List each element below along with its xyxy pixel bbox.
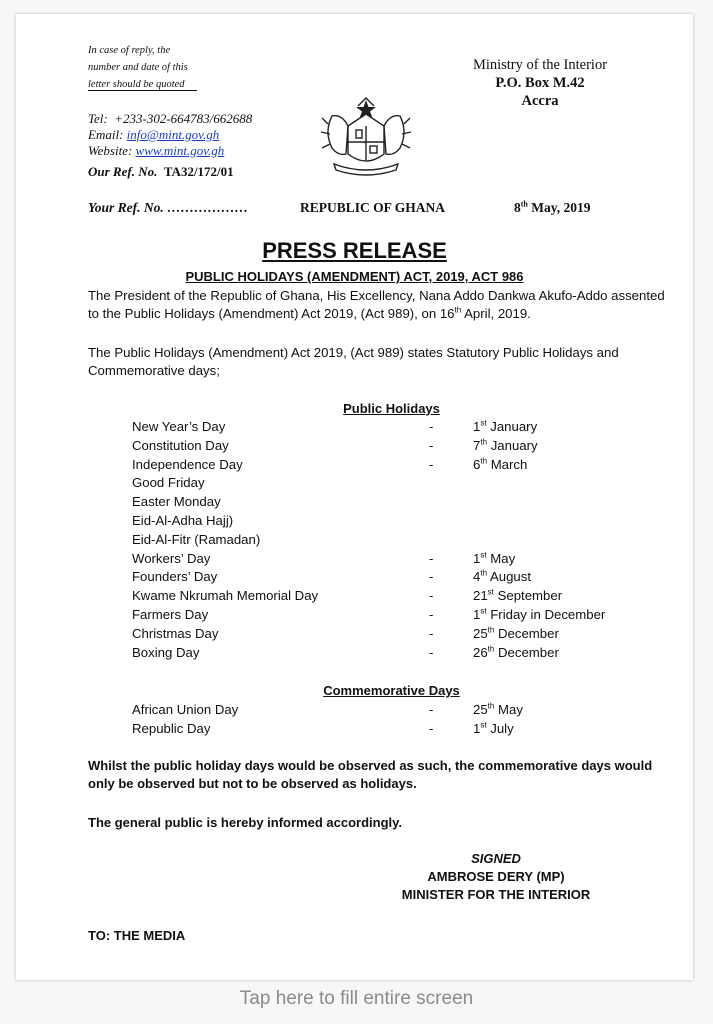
contact-block — [88, 111, 252, 159]
holiday-name: Workers’ Day — [132, 550, 211, 566]
list-item — [132, 626, 652, 645]
holiday-day: 1 — [473, 419, 481, 434]
holiday-day-sup: st — [487, 587, 494, 597]
email-link[interactable]: info@mint.gov.gh — [126, 127, 220, 142]
holiday-name: Good Friday — [132, 475, 205, 491]
holiday-date — [473, 457, 527, 472]
holiday-day-sup: th — [480, 569, 488, 578]
reply-line-2: number and date of this — [88, 62, 188, 73]
holiday-date-rest: December — [498, 644, 559, 660]
list-item — [132, 645, 652, 664]
website-link[interactable]: www.mint.gov.gh — [135, 143, 225, 158]
holiday-dash: - — [429, 419, 434, 434]
signature-block — [346, 850, 646, 904]
tel-value: +233-302-664783/662688 — [114, 111, 253, 126]
holiday-day: 7 — [473, 437, 481, 453]
holiday-day: 4 — [473, 569, 481, 585]
page-title: PRESS RELEASE — [262, 238, 447, 263]
list-item — [132, 513, 652, 532]
holiday-date-rest: May — [490, 550, 516, 566]
list-item — [132, 607, 652, 626]
holiday-dash: - — [429, 437, 434, 453]
holiday-date — [473, 721, 514, 736]
signatory-title: MINISTER FOR THE INTERIOR — [401, 887, 591, 902]
email-label: Email: — [88, 127, 124, 142]
holiday-day-sup: th — [487, 701, 495, 711]
fill-screen-hint-button[interactable]: Tap here to fill entire screen — [239, 988, 474, 1009]
holiday-date-rest: Friday in December — [490, 607, 606, 622]
holiday-date — [473, 551, 515, 566]
list-item — [132, 438, 652, 457]
holiday-dash: - — [429, 456, 434, 472]
intro-text-end: April, 2019. — [461, 306, 531, 321]
intro-paragraph — [88, 287, 668, 323]
reply-line-1: In case of reply, the — [88, 45, 171, 56]
holiday-dash: - — [429, 720, 434, 736]
holiday-day-sup: st — [480, 720, 487, 730]
holiday-dash: - — [429, 625, 434, 641]
holiday-date-rest: August — [489, 569, 532, 585]
holiday-name: Eid-Al-Fitr (Ramadan) — [132, 531, 261, 547]
holiday-date-rest: January — [490, 437, 538, 453]
our-ref-label: Our Ref. No. — [88, 164, 158, 179]
list-item — [132, 419, 652, 438]
list-item — [132, 702, 652, 721]
intro-text: The President of the Republic of Ghana, His Excellency, Nana Addo Dankwa Akufo-Addo assented to the Public Holidays (Amendment) Act 2019, (Act 989), on 16 — [88, 288, 665, 321]
holiday-name: Boxing Day — [132, 644, 200, 660]
holiday-day: 1 — [473, 607, 481, 622]
list-item — [132, 532, 652, 551]
list-item — [132, 588, 652, 607]
holiday-date-rest: September — [497, 588, 563, 604]
holiday-dash: - — [429, 607, 434, 622]
ministry-address — [450, 56, 630, 110]
website-label: Website: — [88, 143, 133, 158]
holiday-day-sup: st — [480, 606, 487, 616]
holiday-day-sup: st — [480, 550, 487, 560]
holiday-name: Eid-Al-Adha Hajj) — [132, 513, 234, 528]
signed-label: SIGNED — [471, 851, 521, 866]
holiday-day: 6 — [473, 456, 481, 472]
public-holidays-heading: Public Holidays — [343, 401, 440, 416]
reply-line-3: letter should be quoted — [88, 79, 197, 91]
republic-label: REPUBLIC OF GHANA — [300, 200, 446, 215]
to-media: TO: THE MEDIA — [88, 928, 186, 943]
holiday-day-sup: th — [480, 456, 488, 466]
intro-sup: th — [454, 305, 462, 315]
city: Accra — [521, 93, 559, 109]
holiday-name: Independence Day — [132, 456, 243, 472]
holiday-name: Founders’ Day — [132, 569, 218, 585]
signatory-name: AMBROSE DERY (MP) — [427, 869, 565, 884]
date-rest: May, 2019 — [531, 200, 591, 215]
holiday-date — [473, 702, 523, 717]
act-paragraph: The Public Holidays (Amendment) Act 2019, (Act 989) states Statutory Public Holidays and Commemorative days; — [88, 345, 619, 378]
po-box: P.O. Box M.42 — [495, 75, 585, 91]
page-subtitle: PUBLIC HOLIDAYS (AMENDMENT) ACT, 2019, ACT 986 — [185, 269, 524, 284]
list-item — [132, 494, 652, 513]
holiday-date — [473, 607, 605, 622]
commemorative-heading: Commemorative Days — [323, 683, 460, 698]
holiday-date — [473, 419, 537, 434]
holiday-name: Easter Monday — [132, 494, 221, 510]
holiday-day: 21 — [473, 588, 488, 604]
holiday-day-sup: th — [480, 437, 488, 447]
reply-note — [88, 42, 197, 93]
list-item — [132, 721, 652, 740]
list-item — [132, 551, 652, 570]
list-item — [132, 475, 652, 494]
holiday-name: Constitution Day — [132, 437, 229, 453]
your-ref: Your Ref. No. ……………… — [88, 200, 249, 215]
holiday-day-sup: st — [480, 418, 487, 428]
date-sup: th — [520, 199, 528, 209]
holiday-day: 25 — [473, 702, 488, 717]
holiday-dash: - — [429, 569, 434, 585]
holiday-name: African Union Day — [132, 702, 239, 717]
holiday-date-rest: May — [498, 702, 523, 717]
holiday-date-rest: January — [490, 419, 538, 434]
holiday-dash: - — [429, 550, 434, 566]
holiday-day: 1 — [473, 720, 481, 736]
holiday-dash: - — [429, 644, 434, 660]
holiday-date — [473, 645, 559, 660]
holiday-date-rest: March — [490, 456, 528, 472]
holiday-date-rest: December — [498, 625, 559, 641]
holiday-date — [473, 588, 562, 603]
informed-paragraph: The general public is hereby informed accordingly. — [88, 815, 402, 830]
list-item — [132, 569, 652, 588]
holiday-name: Kwame Nkrumah Memorial Day — [132, 588, 319, 604]
coat-of-arms-emblem — [318, 96, 414, 182]
holiday-dash: - — [429, 588, 434, 604]
holiday-day: 1 — [473, 550, 481, 566]
holiday-day-sup: th — [487, 644, 495, 654]
holiday-date — [473, 569, 531, 584]
letter-date — [514, 200, 591, 216]
holiday-name: Christmas Day — [132, 625, 219, 641]
holiday-day-sup: th — [487, 625, 495, 635]
holiday-day: 25 — [473, 625, 488, 641]
date-day: 8 — [514, 200, 521, 215]
holiday-dash: - — [429, 702, 434, 717]
our-ref — [88, 164, 234, 180]
observation-paragraph: Whilst the public holiday days would be observed as such, the commemorative days would only be observed but not to be observed as holidays. — [88, 758, 653, 791]
holiday-day: 26 — [473, 644, 488, 660]
tel-label: Tel: — [88, 111, 108, 126]
holiday-name: New Year’s Day — [132, 419, 226, 434]
list-item — [132, 457, 652, 476]
document-page — [16, 14, 693, 980]
holiday-name: Republic Day — [132, 720, 211, 736]
holiday-date — [473, 438, 538, 453]
ministry-name: Ministry of the Interior — [472, 57, 608, 73]
holiday-date — [473, 626, 559, 641]
our-ref-value: TA32/172/01 — [163, 164, 234, 179]
holiday-date-rest: July — [490, 720, 514, 736]
holiday-name: Farmers Day — [132, 607, 209, 622]
